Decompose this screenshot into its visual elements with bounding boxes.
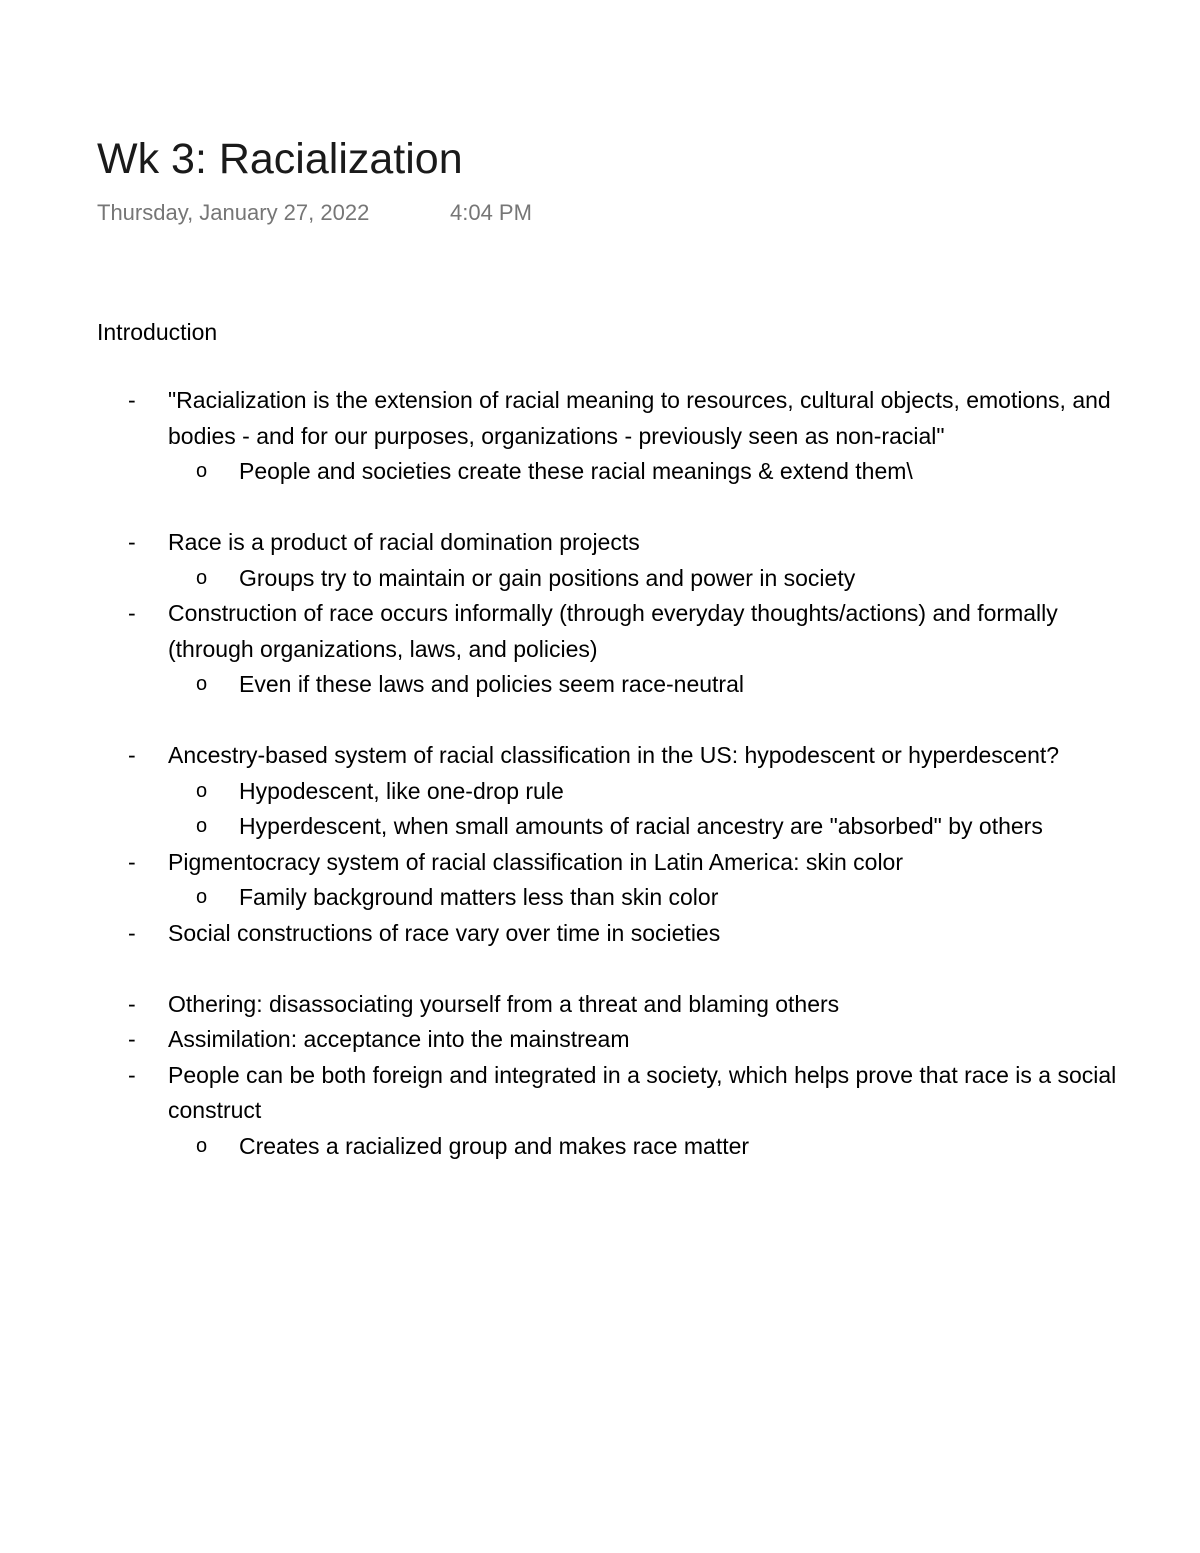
notes-list	[0, 383, 1200, 1164]
item-text: Pigmentocracy system of racial classification in Latin America: skin color	[168, 848, 904, 875]
list-item	[0, 1058, 1200, 1094]
circle-bullet: o	[196, 1134, 208, 1157]
item-text: Assimilation: acceptance into the mainstream	[168, 1026, 630, 1052]
page-title: Wk 3: Racialization	[97, 135, 463, 183]
list-item	[0, 738, 1200, 774]
dash-bullet: -	[128, 742, 136, 768]
circle-bullet: o	[196, 673, 208, 695]
sub-list-item	[0, 809, 1200, 845]
blank-line	[0, 703, 1200, 739]
item-text: People can be both foreign and integrated in a society, which helps prove that race is a social	[168, 1061, 1117, 1088]
dash-bullet: -	[128, 848, 136, 875]
item-text: "Racialization is the extension of racial meaning to resources, cultural objects, emotions, and	[168, 387, 1111, 413]
sub-list-item	[0, 454, 1200, 490]
dash-bullet: -	[128, 919, 136, 946]
sub-list-item	[0, 561, 1200, 597]
sub-item-text: Groups try to maintain or gain positions and power in society	[239, 564, 856, 591]
sub-list-item	[0, 1129, 1200, 1165]
dash-bullet: -	[128, 529, 136, 555]
list-item	[0, 916, 1200, 952]
item-text: Ancestry-based system of racial classification in the US: hypodescent or hyperdescent?	[168, 742, 1060, 768]
item-text: bodies - and for our purposes, organizations - previously seen as non-racial"	[168, 422, 945, 449]
sub-list-item	[0, 667, 1200, 703]
item-text: Othering: disassociating yourself from a threat and blaming others	[168, 990, 840, 1017]
list-item	[0, 383, 1200, 419]
item-text: Social constructions of race vary over time in societies	[168, 919, 721, 946]
circle-bullet: o	[196, 566, 208, 589]
list-item	[0, 1022, 1200, 1058]
blank-line	[0, 951, 1200, 987]
dash-bullet: -	[128, 600, 136, 626]
sub-item-text: Hypodescent, like one-drop rule	[239, 777, 564, 804]
item-text: construct	[168, 1097, 262, 1123]
list-item-continuation	[0, 632, 1200, 668]
list-item	[0, 845, 1200, 881]
circle-bullet: o	[196, 779, 208, 802]
blank-line	[0, 490, 1200, 526]
item-text: (through organizations, laws, and policies)	[168, 635, 598, 662]
item-text: Construction of race occurs informally (through everyday thoughts/actions) and formally	[168, 600, 1058, 626]
dash-bullet: -	[128, 990, 136, 1017]
list-item	[0, 596, 1200, 632]
circle-bullet: o	[196, 815, 208, 837]
sub-item-text: Hyperdescent, when small amounts of racial ancestry are "absorbed" by others	[239, 813, 1043, 839]
list-item-continuation	[0, 1093, 1200, 1129]
item-text: Race is a product of racial domination projects	[168, 529, 640, 555]
note-time: 4:04 PM	[450, 200, 532, 225]
sub-item-text: Family background matters less than skin color	[239, 884, 719, 910]
sub-list-item	[0, 880, 1200, 916]
note-date: Thursday, January 27, 2022	[97, 200, 370, 225]
list-item-continuation	[0, 419, 1200, 455]
dash-bullet: -	[128, 1026, 136, 1052]
circle-bullet: o	[196, 460, 208, 482]
sub-item-text: People and societies create these racial meanings & extend them\	[239, 458, 913, 484]
sub-item-text: Even if these laws and policies seem race-neutral	[239, 671, 744, 697]
list-item	[0, 525, 1200, 561]
sub-list-item	[0, 774, 1200, 810]
dash-bullet: -	[128, 1061, 136, 1088]
section-heading: Introduction	[97, 319, 218, 345]
circle-bullet: o	[196, 886, 208, 908]
sub-item-text: Creates a racialized group and makes race matter	[239, 1132, 750, 1159]
dash-bullet: -	[128, 387, 136, 413]
list-item	[0, 987, 1200, 1023]
